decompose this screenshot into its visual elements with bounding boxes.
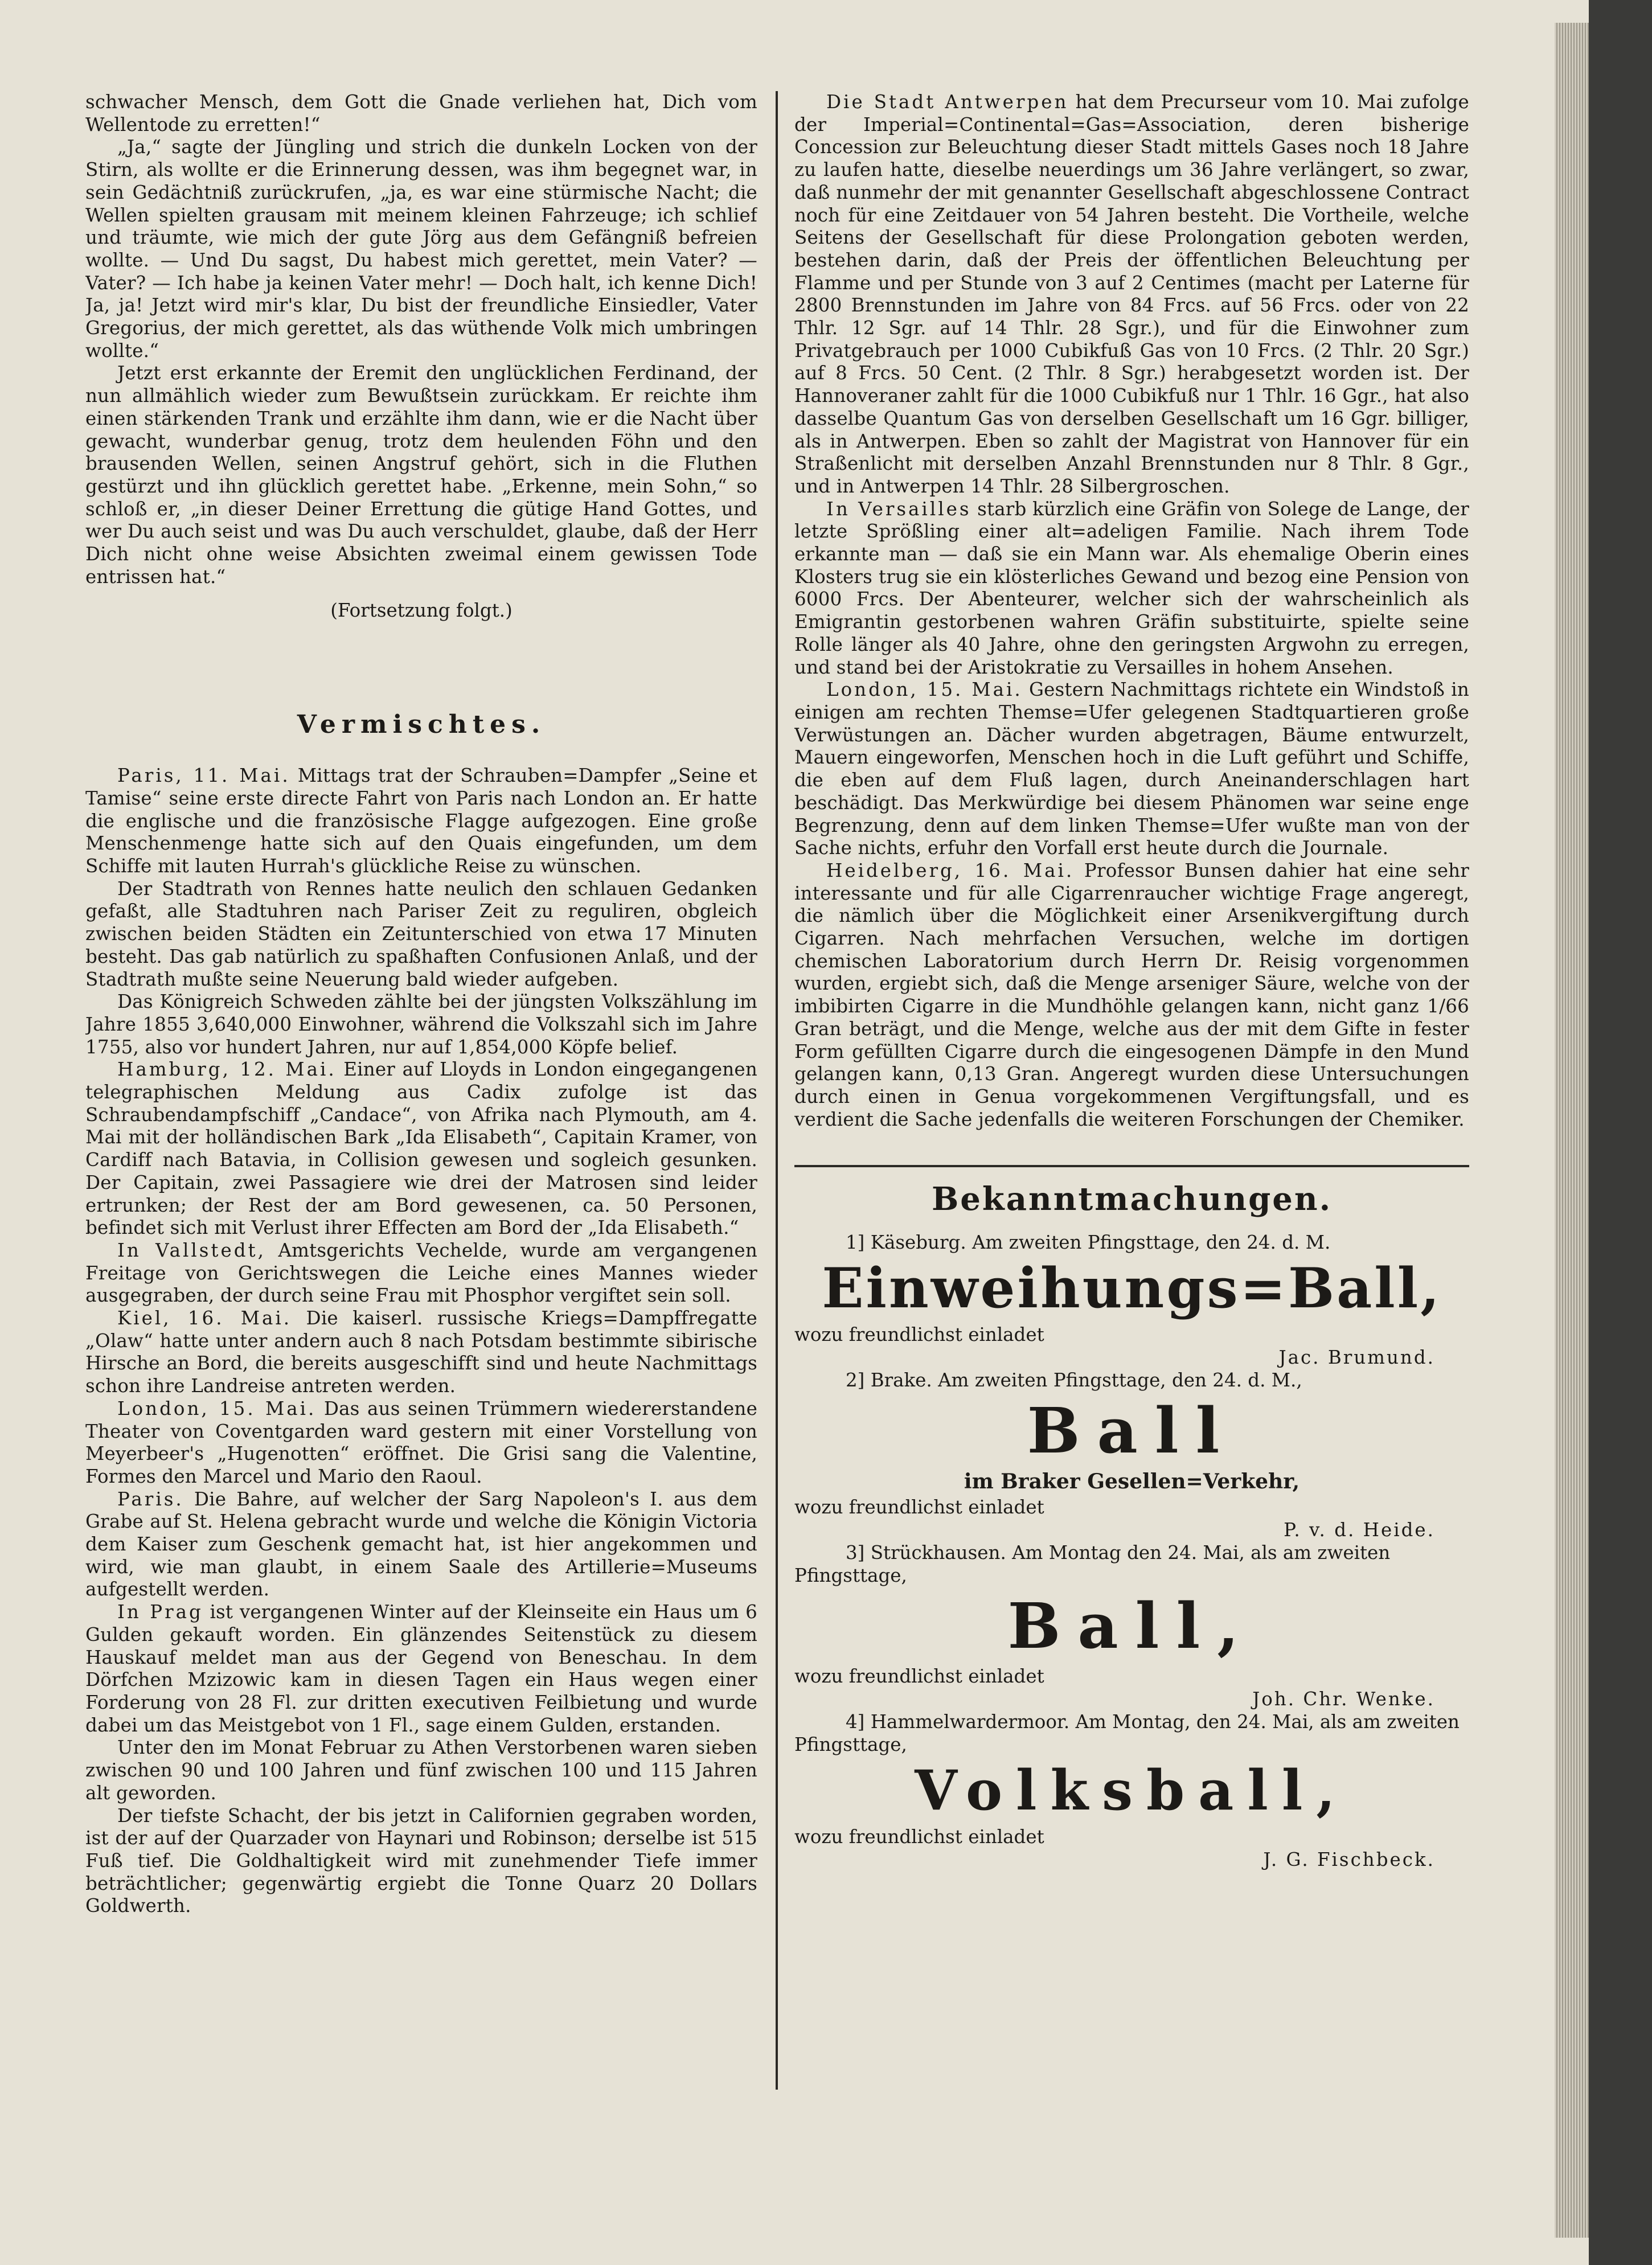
news-lead: In Vallstedt, xyxy=(117,1239,266,1261)
news-item xyxy=(85,1737,757,1804)
news-text: Die kaiserl. russische Kriegs=Dampffregatte „Olaw“ hatte unter andern auch 8 nach Potsdam bestimmte sibirische Hirsche an Bord, die bereits ausgeschifft sind und heute Nachmittags schon ihre Landreise antreten werden. xyxy=(85,1307,757,1397)
news-text: Unter den im Monat Februar zu Athen Verstorbenen waren sieben zwischen 90 und 100 Jahren und fünf zwischen 100 und 115 Jahren alt geworden. xyxy=(85,1737,757,1804)
news-text: Gestern Nachmittags richtete ein Windstoß in einigen am rechten Themse=Ufer gelegenen Stadtquartieren große Verwüstungen an. Dächer wurden abgetragen, Bäume entwurzelt, Mauern eingeworfen, Menschen hoch in die Luft geführt und Schiffe, die eben auf dem Fluß lagen, durch Aneinanderschlagen hart beschädigt. Das Merkwürdige bei diesem Phänomen war seine enge Begrenzung, denn auf dem linken Themse=Ufer wußte man von der Sache nichts, erfuhr den Vorfall erst heute durch die Journale. xyxy=(794,679,1469,859)
right-column xyxy=(794,91,1469,2084)
announcement-invite: wozu freundlichst einladet xyxy=(794,1323,1044,1345)
announcement-line: 3] Strückhausen. Am Montag den 24. Mai, als am zweiten Pfingsttage, xyxy=(794,1541,1391,1586)
news-item xyxy=(85,1398,757,1488)
news-lead: In Prag xyxy=(117,1601,203,1623)
news-lead: In Versailles xyxy=(826,498,971,520)
announcement-event: Volksball, xyxy=(915,1758,1349,1823)
news-lead: Paris, 11. Mai. xyxy=(117,765,290,787)
news-text: Die Bahre, auf welcher der Sarg Napoleon's I. aus dem Grabe auf St. Helena gebracht wurde und welche die Königin Victoria dem Kaiser zum Geschenk gemacht hat, ist hier angekommen und wird, wie man glaubt, in einem Saale des Artillerie=Museums aufgestellt werden. xyxy=(85,1488,757,1601)
announcement xyxy=(794,1541,1469,1710)
announcement-line: 2] Brake. Am zweiten Pfingsttage, den 24. d. M., xyxy=(846,1369,1302,1391)
news-text: starb kürzlich eine Gräfin von Solege de Lange, der letzte Sprößling einer alt=adeligen Familie. Nach ihrem Tode erkannte man — daß sie ein Mann war. Als ehemalige Oberin eines Klosters trug sie ein klösterliches Gewand und bezog eine Pension von 6000 Frcs. Der Abenteurer, welcher sich der wahrscheinlich als Emigrantin gestorbenen wahren Gräfin substituirte, spielte seine Rolle länger als 40 Jahre, ohne den geringsten Argwohn zu erregen, und stand bei der Aristokratie zu Versailles in hohem Ansehen. xyxy=(794,498,1469,678)
news-lead: London, 15. Mai. xyxy=(826,679,1023,701)
announcement-event: Ball xyxy=(1027,1393,1237,1467)
story-paragraph: schwacher Mensch, dem Gott die Gnade verliehen hat, Dich vom Wellentode zu erretten!“ xyxy=(85,91,757,136)
announcement xyxy=(794,1710,1469,1871)
news-item xyxy=(85,1805,757,1918)
announcement-invite: wozu freundlichst einladet xyxy=(794,1496,1044,1518)
news-lead: Paris. xyxy=(117,1488,184,1510)
news-item xyxy=(85,1058,757,1240)
continuation-note: (Fortsetzung folgt.) xyxy=(330,600,513,622)
news-text: Professor Bunsen dahier hat eine sehr interessante und für alle Cigarrenraucher wichtige Frage angeregt, die nämlich über die Möglichkeit einer Arsenikvergiftung durch Cigarren. Nach mehrfachen Versuchen, welche im dortigen chemischen Laboratorium durch Herrn Dr. Reisig vorgenommen wurden, ergiebt sich, daß die Menge arseniger Säure, welche von der imbibirten Cigarre in die Mundhöhle gelangen kann, nicht ganz 1/66 Gran beträgt, und die Menge, welche aus der mit dem Gifte in fester Form gefüllten Cigarre durch die eingesogenen Dämpfe in den Mund gelangen kann, 0,13 Gran. Angeregt wurden diese Untersuchungen durch einen in Genua vorgekommenen Vergiftungsfall, und es verdient die Sache jedenfalls die weiteren Forschungen der Chemiker. xyxy=(794,859,1469,1130)
news-text: hat dem Precurseur vom 10. Mai zufolge der Imperial=Continental=Gas=Association, deren bisherige Concession zur Beleuchtung dieser Stadt mittels Gases noch 18 Jahre zu laufen hatte, dieselbe neuerdings um 36 Jahre verlängert, so zwar, daß nunmehr der mit genannter Gesellschaft abgeschlossene Contract noch für eine Zeitdauer von 54 Jahren besteht. Die Vortheile, welche Seitens der Gesellschaft für diese Prolongation geboten werden, bestehen darin, daß der Preis der öffentlichen Beleuchtung per Flamme und per Stunde von 3 auf 2 Centimes (macht per Laterne für 2800 Brennstunden im Jahre von 84 Frcs. auf 56 Frcs. oder von 22 Thlr. 12 Sgr. auf 14 Thlr. 28 Sgr.), und für die Einwohner zum Privatgebrauch per 1000 Cubikfuß Gas von 10 Frcs. (2 Thlr. 20 Sgr.) auf 8 Frcs. 50 Cent. (2 Thlr. 8 Sgr.) herabgesetzt worden ist. Der Hannoveraner zahlt für die 1000 Cubikfuß nur 1 Thlr. 16 Ggr., hat also dasselbe Quantum Gas von derselben Gesellschaft um 16 Ggr. billiger, als in Antwerpen. Eben so zahlt der Magistrat von Hannover für ein Straßenlicht mit derselben Anzahl Brennstunden nur 8 Thlr. 8 Ggr., und in Antwerpen 14 Thlr. 28 Silbergroschen. xyxy=(794,91,1469,497)
announcement xyxy=(794,1369,1469,1541)
story-paragraph: „Ja,“ sagte der Jüngling und strich die dunkeln Locken von der Stirn, als wollte er die Erinnerung dessen, was ihm begegnet war, in sein Gedächtniß zurückrufen, „ja, es war eine stürmische Nacht; die Wellen spielten grausam mit meinem kleinen Fahrzeuge; ich schlief und träumte, wie mich der gute Jörg aus dem Gefängniß befreien wollte. — Und Du sagst, Du habest mich gerettet, mein Vater? — Vater? — Ich habe ja keinen Vater mehr! — Doch halt, ich kenne Dich! Ja, ja! Jetzt wird mir's klar, Du bist der freundliche Einsiedler, Vater Gregorius, der mich gerettet, als das wüthende Volk mich umbringen wollte.“ xyxy=(85,136,757,362)
news-text: Das aus seinen Trümmern wiedererstandene Theater von Coventgarden ward gestern mit einer Vorstellung von Meyerbeer's „Hugenotten“ eröffnet. Die Grisi sang die Valentine, Formes den Marcel und Mario den Raoul. xyxy=(85,1397,757,1487)
story-paragraph: Jetzt erst erkannte der Eremit den unglücklichen Ferdinand, der nun allmählich wieder zum Bewußtsein zurückkam. Er reichte ihm einen stärkenden Trank und erzählte ihm dann, wie er die Nacht über gewacht, wunderbar genug, trotz dem heulenden Föhn und den brausenden Wellen, seinen Angstruf gehört, sich in die Fluthen gestürzt und ihn glücklich gerettet habe. „Erkenne, mein Sohn,“ so schloß er, „in dieser Deiner Errettung die gütige Hand Gottes, und wer Du auch seist und was Du auch verschuldet, glaube, daß der Herr Dich nicht ohne weise Absichten zweimal einem gewissen Tode entrissen hat.“ xyxy=(85,362,757,588)
announcement-line: 1] Käseburg. Am zweiten Pfingsttage, den 24. d. M. xyxy=(846,1232,1331,1254)
announcement-line: 4] Hammelwardermoor. Am Montag, den 24. Mai, als am zweiten Pfingsttage, xyxy=(794,1710,1460,1755)
news-item xyxy=(794,91,1469,498)
announcements-title: Bekanntmachungen. xyxy=(931,1180,1333,1218)
announcement-signature: Joh. Chr. Wenke. xyxy=(1252,1688,1435,1710)
news-item xyxy=(85,1307,757,1398)
news-item xyxy=(85,1601,757,1737)
news-lead: Die Stadt Antwerpen xyxy=(826,91,1069,113)
news-item xyxy=(85,878,757,991)
news-lead: Hamburg, 12. Mai. xyxy=(117,1058,337,1081)
announcement-invite: wozu freundlichst einladet xyxy=(794,1825,1044,1848)
book-page-edges xyxy=(1555,23,1589,2238)
news-item xyxy=(85,1240,757,1307)
news-item xyxy=(794,498,1469,679)
news-item xyxy=(85,1488,757,1602)
news-lead: Kiel, 16. Mai. xyxy=(117,1307,292,1330)
news-text: Der tiefste Schacht, der bis jetzt in Californien gegraben worden, ist der auf der Quarzader von Haynari und Robinson; derselbe ist 515 Fuß tief. Die Goldhaltigkeit wird mit zunehmender Tiefe immer beträchtlicher; gegenwärtig ergiebt die Tonne Quarz 20 Dollars Goldwerth. xyxy=(85,1804,757,1917)
announcements-rule xyxy=(794,1165,1469,1167)
announcement-signature: P. v. d. Heide. xyxy=(1284,1519,1435,1541)
announcement-event: Einweihungs=Ball, xyxy=(822,1256,1442,1321)
news-item xyxy=(85,765,757,878)
left-column xyxy=(85,91,757,2084)
news-text: Der Stadtrath von Rennes hatte neulich den schlauen Gedanken gefaßt, alle Stadtuhren nach Pariser Zeit zu reguliren, obgleich zwischen beiden Städten ein Zeitunterschied von etwa 17 Minuten besteht. Das gab natürlich zu spaßhaften Confusionen Anlaß, und der Stadtrath mußte seine Neuerung bald wieder aufgeben. xyxy=(85,877,757,990)
news-text: ist vergangenen Winter auf der Kleinseite ein Haus um 6 Gulden gekauft worden. Ein glänzendes Seitenstück zu diesem Hauskauf meldet man aus der Gegend von Beneschau. In dem Dörfchen Mzizowic kam in diesen Tagen ein Haus wegen einer Forderung von 28 Fl. zur dritten executiven Feilbietung und wurde dabei um das Meistgebot von 1 Fl., sage einem Gulden, erstanden. xyxy=(85,1601,757,1736)
announcement xyxy=(794,1231,1469,1369)
news-lead: Heidelberg, 16. Mai. xyxy=(826,859,1075,881)
news-lead: London, 15. Mai. xyxy=(117,1397,317,1419)
news-item xyxy=(85,991,757,1058)
section-title-vermischtes: Vermischtes. xyxy=(297,710,546,740)
news-text: Das Königreich Schweden zählte bei der jüngsten Volkszählung im Jahre 1855 3,640,000 Einwohner, während die Volkszahl sich im Jahre 1755, also vor hundert Jahren, nur auf 1,854,000 Köpfe belief. xyxy=(85,991,757,1058)
announcement-signature: Jac. Brumund. xyxy=(1278,1346,1435,1368)
news-item xyxy=(794,679,1469,860)
news-text: Mittags trat der Schrauben=Dampfer „Seine et Tamise“ seine erste directe Fahrt von Paris nach London an. Er hatte die englische und die französische Flagge aufgezogen. Eine große Menschenmenge hatte sich auf den Quais eingefunden, um dem Schiffe mit lauten Hurrah's glückliche Reise zu wünschen. xyxy=(85,765,757,877)
announcement-subtitle: im Braker Gesellen=Verkehr, xyxy=(964,1469,1300,1493)
news-text: Einer auf Lloyds in London eingegangenen telegraphischen Meldung aus Cadix zufolge ist das Schraubendampfschiff „Candace“, von Afrika nach Plymouth, am 4. Mai mit der holländischen Bark „Ida Elisabeth“, Capitain Kramer, von Cardiff nach Batavia, in Collision gewesen und sogleich gesunken. Der Capitain, zwei Passagiere wie drei der Matrosen sind leider ertrunken; der Rest der am Bord gewesenen, ca. 50 Personen, befindet sich mit Verlust ihrer Effecten am Bord der „Ida Elisabeth.“ xyxy=(85,1058,757,1239)
news-text: Amtsgerichts Vechelde, wurde am vergangenen Freitage von Gerichtswegen die Leiche eines Mannes wieder ausgegraben, der durch seine Frau mit Phosphor vergiftet sein soll. xyxy=(85,1239,757,1307)
announcement-invite: wozu freundlichst einladet xyxy=(794,1665,1044,1687)
column-divider xyxy=(776,91,778,2090)
news-item xyxy=(794,860,1469,1131)
announcement-event: Ball, xyxy=(1007,1589,1256,1663)
announcement-signature: J. G. Fischbeck. xyxy=(1263,1848,1435,1870)
